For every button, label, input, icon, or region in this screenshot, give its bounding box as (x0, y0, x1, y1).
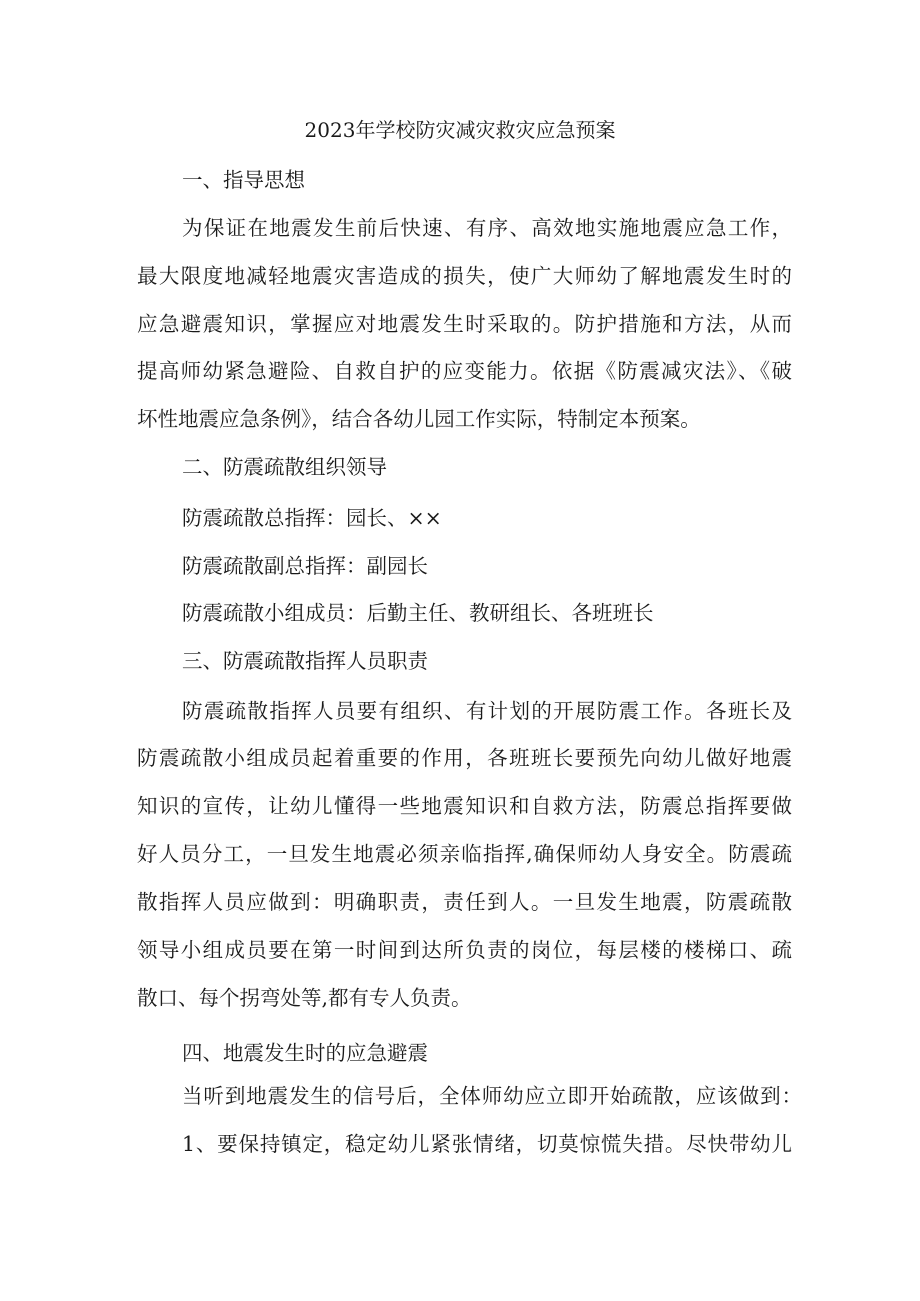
paragraph-line: 好人员分工，一旦发生地震必须亲临指挥,确保师幼人身安全。防震疏 (137, 842, 792, 866)
role-line: 防震疏散总指挥：园长、×× (182, 506, 442, 530)
paragraph-line: 为保证在地震发生前后快速、有序、高效地实施地震应急工作， (182, 216, 792, 240)
section-heading-2: 二、防震疏散组织领导 (182, 455, 387, 479)
paragraph-line: 知识的宣传，让幼儿懂得一些地震知识和自救方法，防震总指挥要做 (137, 794, 792, 818)
paragraph-line: 当听到地震发生的信号后，全体师幼应立即开始疏散，应该做到： (182, 1084, 802, 1108)
paragraph-line: 防震疏散小组成员起着重要的作用，各班班长要预先向幼儿做好地震 (137, 746, 792, 770)
paragraph-line: 1、要保持镇定，稳定幼儿紧张情绪，切莫惊慌失措。尽快带幼儿 (182, 1132, 792, 1156)
section-heading-1: 一、指导思想 (182, 168, 305, 192)
paragraph-line: 最大限度地减轻地震灾害造成的损失，使广大师幼了解地震发生时的 (137, 264, 792, 288)
paragraph-line: 坏性地震应急条例》，结合各幼儿园工作实际，特制定本预案。 (137, 407, 701, 431)
paragraph-line: 应急避震知识，掌握应对地震发生时采取的。防护措施和方法，从而 (137, 312, 792, 336)
role-line: 防震疏散小组成员：后勤主任、教研组长、各班班长 (182, 601, 654, 625)
section-heading-4: 四、地震发生时的应急避震 (182, 1041, 428, 1065)
paragraph-line: 防震疏散指挥人员要有组织、有计划的开展防震工作。各班长及 (182, 699, 792, 723)
role-line: 防震疏散副总指挥：副园长 (182, 554, 428, 578)
paragraph-line: 散指挥人员应做到：明确职责，责任到人。一旦发生地震，防震疏散 (137, 890, 792, 914)
paragraph-line: 散口、每个拐弯处等,都有专人负责。 (137, 986, 472, 1010)
paragraph-line: 领导小组成员要在第一时间到达所负责的岗位，每层楼的楼梯口、疏 (137, 938, 792, 962)
section-heading-3: 三、防震疏散指挥人员职责 (182, 649, 428, 673)
document-title: 2023年学校防灾减灾救灾应急预案 (304, 118, 616, 142)
paragraph-line: 提高师幼紧急避险、自救自护的应变能力。依据《防震减灾法》、《破 (137, 359, 792, 383)
